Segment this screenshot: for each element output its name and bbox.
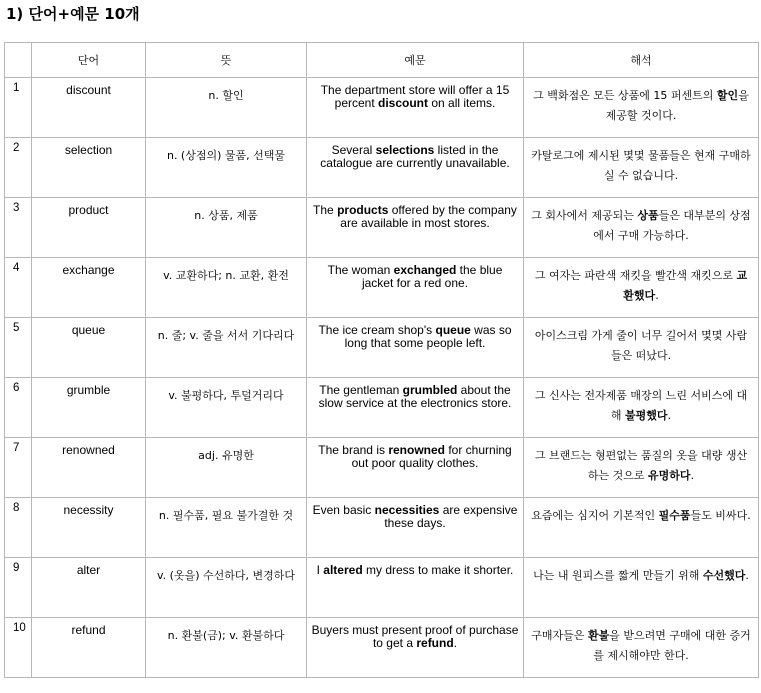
vocab-word: exchange <box>32 258 146 318</box>
example-sentence <box>307 138 524 198</box>
highlighted-translation: 환불 <box>587 629 610 642</box>
row-number: 6 <box>5 378 32 438</box>
word-meaning: n. 환불(금); v. 환불하다 <box>146 618 307 678</box>
translation-text: 그 회사에서 제공되는 <box>531 209 638 222</box>
table-row <box>5 618 759 678</box>
example-text: are expensive these days. <box>384 503 518 530</box>
table-row <box>5 438 759 498</box>
korean-translation <box>524 198 759 258</box>
translation-text: 그 백화점은 모든 상품에 15 퍼센트의 <box>533 89 717 102</box>
header-example: 예문 <box>307 43 524 78</box>
row-number: 4 <box>5 258 32 318</box>
highlighted-translation: 할인 <box>716 89 739 102</box>
table-row <box>5 378 759 438</box>
row-number: 3 <box>5 198 32 258</box>
translation-text: 아이스크림 가게 줄이 너무 길어서 몇몇 사람들은 떠났다. <box>534 329 748 362</box>
translation-text: . <box>690 469 695 482</box>
korean-translation <box>524 138 759 198</box>
example-text: The brand is <box>318 443 389 457</box>
translation-text: 을 받으려면 구매에 대한 증거를 제시해야만 한다. <box>593 629 751 662</box>
translation-text: . <box>655 289 659 302</box>
word-meaning: n. 할인 <box>146 78 307 138</box>
word-meaning: v. (옷을) 수선하다, 변경하다 <box>146 558 307 618</box>
vocab-word: discount <box>32 78 146 138</box>
header-meaning: 뜻 <box>146 43 307 78</box>
highlighted-word: products <box>337 203 389 217</box>
row-number: 9 <box>5 558 32 618</box>
example-text: The woman <box>327 263 394 277</box>
word-meaning: n. (상점의) 물품, 선택물 <box>146 138 307 198</box>
highlighted-word: queue <box>435 323 471 337</box>
header-word: 단어 <box>32 43 146 78</box>
word-meaning: v. 불평하다, 투덜거리다 <box>146 378 307 438</box>
translation-text: 들도 비싸다. <box>690 509 751 522</box>
highlighted-word: grumbled <box>402 383 458 397</box>
word-meaning: v. 교환하다; n. 교환, 환전 <box>146 258 307 318</box>
highlighted-translation: 필수품 <box>658 509 691 522</box>
row-number: 2 <box>5 138 32 198</box>
vocab-word: grumble <box>32 378 146 438</box>
translation-text: 그 브랜드는 형편없는 품질의 옷을 대량 생산하는 것으로 <box>534 449 748 482</box>
row-number: 10 <box>5 618 32 678</box>
example-sentence <box>307 78 524 138</box>
highlighted-word: discount <box>378 96 428 110</box>
korean-translation <box>524 258 759 318</box>
example-text: offered by the company are available in most stores. <box>340 203 517 230</box>
example-sentence <box>307 558 524 618</box>
highlighted-translation: 교환했다 <box>623 269 748 302</box>
korean-translation <box>524 618 759 678</box>
highlighted-translation: 수선했다 <box>702 569 746 582</box>
example-text: for churning out poor quality clothes. <box>351 443 512 470</box>
table-header-row <box>5 43 759 78</box>
highlighted-word: necessities <box>374 503 440 517</box>
row-number: 5 <box>5 318 32 378</box>
example-sentence <box>307 498 524 558</box>
korean-translation <box>524 318 759 378</box>
translation-text: . <box>745 569 749 582</box>
row-number: 8 <box>5 498 32 558</box>
highlighted-translation: 상품 <box>637 209 659 222</box>
example-text: my dress to make it shorter. <box>362 563 514 577</box>
example-text: Even basic <box>312 503 375 517</box>
example-text: The <box>313 203 338 217</box>
example-sentence <box>307 378 524 438</box>
example-sentence <box>307 198 524 258</box>
highlighted-word: selections <box>375 143 435 157</box>
vocab-word: refund <box>32 618 146 678</box>
row-number: 7 <box>5 438 32 498</box>
word-meaning: n. 필수품, 필요 불가결한 것 <box>146 498 307 558</box>
vocab-word: necessity <box>32 498 146 558</box>
highlighted-word: refund <box>416 636 454 650</box>
table-row <box>5 498 759 558</box>
example-text: on all items. <box>428 96 496 110</box>
example-text: was so long that some people left. <box>344 323 512 350</box>
example-text: Several <box>331 143 376 157</box>
example-sentence <box>307 618 524 678</box>
example-text: I <box>316 563 324 577</box>
example-text: Buyers must present proof of purchase to get a <box>311 623 519 650</box>
table-row <box>5 318 759 378</box>
header-translation: 해석 <box>524 43 759 78</box>
korean-translation <box>524 498 759 558</box>
highlighted-word: renowned <box>388 443 445 457</box>
translation-text: 구매자들은 <box>531 629 588 642</box>
example-text: The department store will offer a 15 percent <box>320 83 510 110</box>
highlighted-word: altered <box>323 563 363 577</box>
example-sentence <box>307 438 524 498</box>
example-text: The gentleman <box>319 383 403 397</box>
korean-translation <box>524 438 759 498</box>
header-number <box>5 43 32 78</box>
korean-translation <box>524 78 759 138</box>
example-text: The ice cream shop's <box>318 323 436 337</box>
table-row <box>5 138 759 198</box>
example-text: . <box>453 636 458 650</box>
table-row <box>5 258 759 318</box>
translation-text: 그 여자는 파란색 재킷을 빨간색 재킷으로 <box>534 269 737 282</box>
vocab-word: renowned <box>32 438 146 498</box>
example-text: listed in the catalogue are currently unavailable. <box>320 143 510 170</box>
translation-text: 나는 내 원피스를 짧게 만들기 위해 <box>533 569 703 582</box>
word-meaning: n. 상품, 제품 <box>146 198 307 258</box>
vocab-word: selection <box>32 138 146 198</box>
vocab-word: product <box>32 198 146 258</box>
translation-text: 카탈로그에 제시된 몇몇 물품들은 현재 구매하실 수 없습니다. <box>531 149 751 182</box>
example-sentence <box>307 318 524 378</box>
translation-text: 을 제공할 것이다. <box>605 89 749 122</box>
highlighted-word: exchanged <box>393 263 457 277</box>
table-row <box>5 198 759 258</box>
word-meaning: n. 줄; v. 줄을 서서 기다리다 <box>146 318 307 378</box>
highlighted-translation: 유명하다 <box>648 469 691 482</box>
row-number: 1 <box>5 78 32 138</box>
table-row <box>5 78 759 138</box>
korean-translation <box>524 378 759 438</box>
vocab-word: alter <box>32 558 146 618</box>
korean-translation <box>524 558 759 618</box>
translation-text: 그 신사는 전자제품 매장의 느린 서비스에 대해 <box>534 389 748 422</box>
translation-text: 들은 대부분의 상점에서 구매 가능하다. <box>593 209 751 242</box>
example-sentence <box>307 258 524 318</box>
vocab-word: queue <box>32 318 146 378</box>
translation-text: 요즘에는 심지어 기본적인 <box>531 509 659 522</box>
word-meaning: adj. 유명한 <box>146 438 307 498</box>
highlighted-translation: 불평했다 <box>625 409 668 422</box>
table-row <box>5 558 759 618</box>
translation-text: . <box>667 409 672 422</box>
example-text: about the slow service at the electronics store. <box>318 383 512 410</box>
example-text: the blue jacket for a red one. <box>361 263 503 290</box>
vocabulary-table <box>4 42 759 678</box>
section-heading: 1) 단어+예문 10개 <box>6 5 140 23</box>
